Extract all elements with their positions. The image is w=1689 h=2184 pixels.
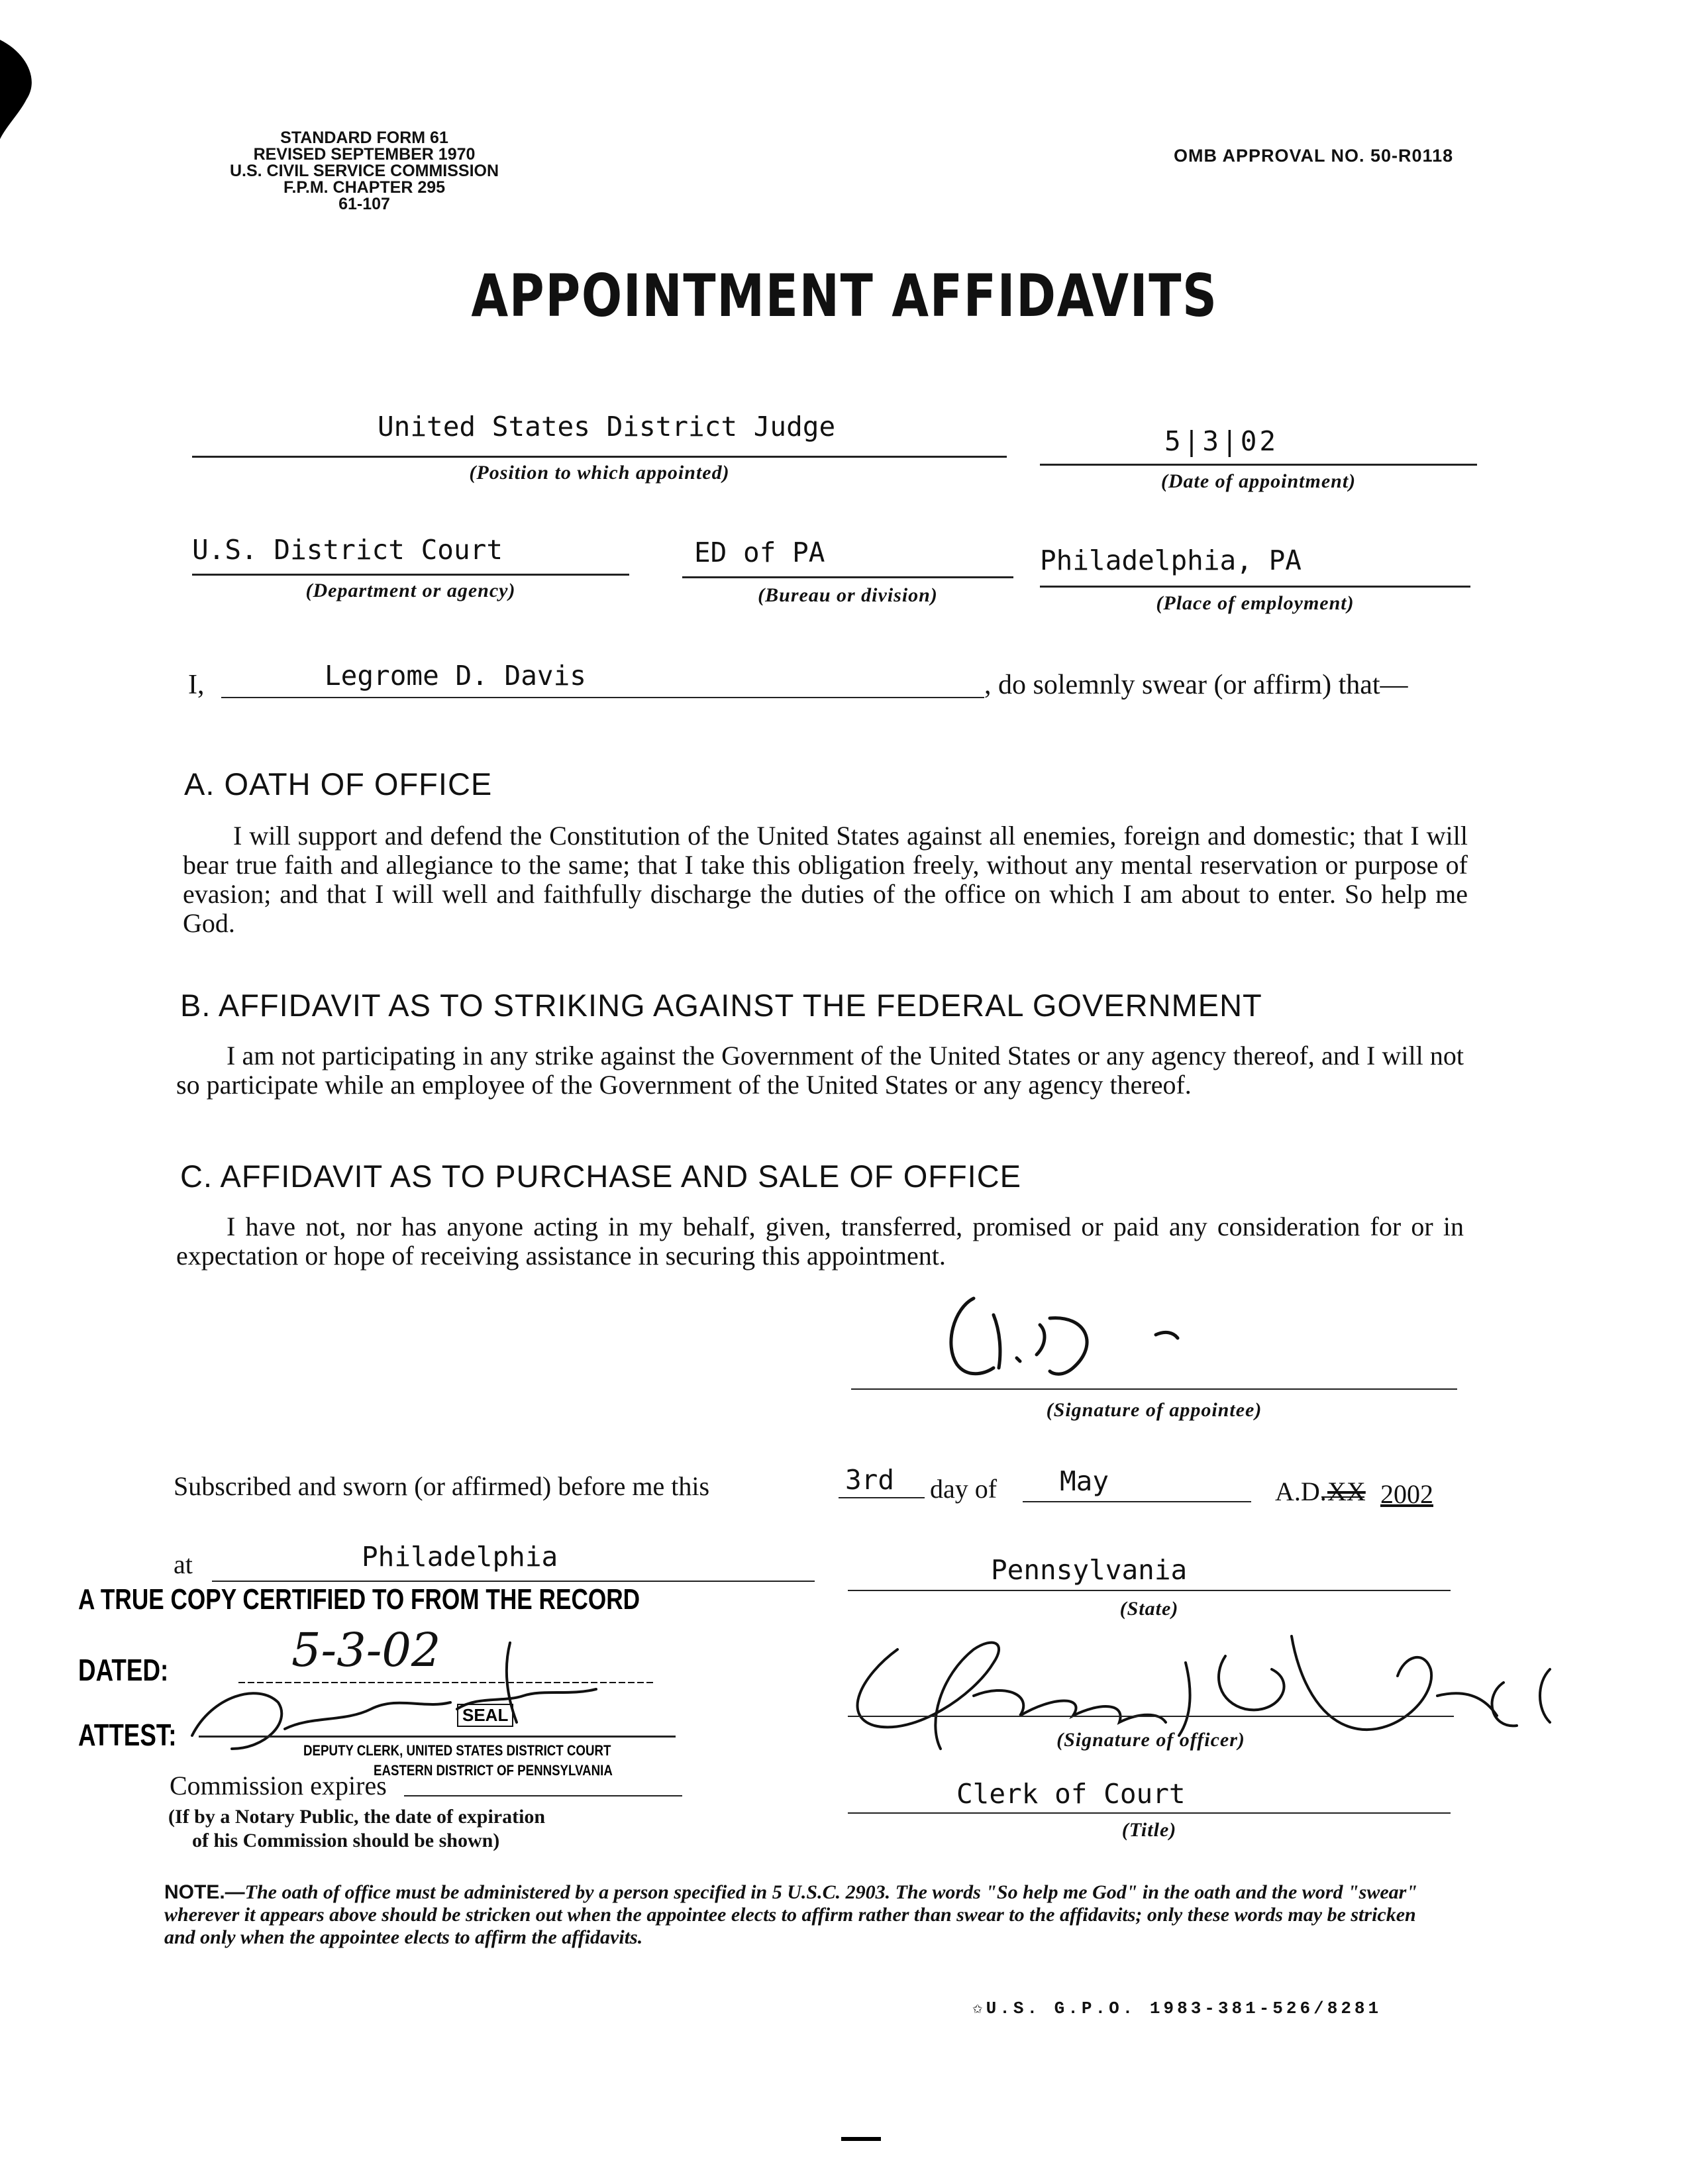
department-caption: (Department or agency)	[305, 580, 516, 601]
state-value: Pennsylvania	[991, 1554, 1188, 1586]
swear-prefix: I,	[188, 670, 205, 700]
omb-approval: OMB APPROVAL NO. 50-R0118	[1174, 146, 1454, 166]
true-copy-stamp: A TRUE COPY CERTIFIED TO FROM THE RECORD	[78, 1583, 640, 1616]
page-title: APPOINTMENT AFFIDAVITS	[471, 262, 1218, 330]
day-line	[839, 1497, 925, 1498]
month-line	[1023, 1501, 1251, 1502]
section-b-text: I am not participating in any strike against the Government of the United States or any agency thereof, and I will not so participate while an employee of the Government of the United States or any agency thereof.	[176, 1041, 1464, 1100]
appointment-date-value: 5|3|02	[1164, 425, 1279, 457]
dated-label: DATED:	[78, 1653, 169, 1687]
title-line	[848, 1812, 1451, 1814]
form-chapter: F.P.M. CHAPTER 295	[283, 178, 446, 197]
position-caption: (Position to which appointed)	[469, 462, 730, 484]
title-value: Clerk of Court	[956, 1778, 1186, 1810]
deputy-clerk-line: DEPUTY CLERK, UNITED STATES DISTRICT COURT	[303, 1742, 611, 1759]
at-city: Philadelphia	[362, 1541, 558, 1573]
gpo-imprint: ✩U.S. G.P.O. 1983-381-526/8281	[972, 1999, 1382, 2018]
form-code: 61-107	[338, 195, 390, 213]
section-a-text: I will support and defend the Constitution of the United States against all enemies, foreign and domestic; that I will bear true faith and allegiance to the same; that I take this obligation freely, without any mental reservation or purpose of evasion; and that I will well and faithfully discharge the duties of the office on which I am about to enter. So help me God.	[183, 821, 1468, 938]
form-revision: REVISED SEPTEMBER 1970	[253, 145, 476, 164]
form-agency: U.S. CIVIL SERVICE COMMISSION	[229, 162, 499, 180]
bureau-caption: (Bureau or division)	[758, 584, 938, 606]
seal-mark: SEAL	[457, 1704, 513, 1727]
commission-line	[404, 1795, 682, 1796]
subscribed-year: 2002	[1380, 1479, 1433, 1509]
subscribed-month: May	[1060, 1465, 1109, 1497]
state-caption: (State)	[1119, 1598, 1179, 1620]
form-number: STANDARD FORM 61	[280, 129, 448, 147]
commission-note-2: of his Commission should be shown)	[192, 1830, 500, 1851]
appointee-signature-caption: (Signature of appointee)	[1046, 1399, 1262, 1421]
ad-label: A.D.	[1275, 1477, 1327, 1506]
dated-value: 5-3-02	[291, 1623, 441, 1677]
eastern-district-line: EASTERN DISTRICT OF PENNSYLVANIA	[374, 1762, 613, 1779]
commission-label: Commission expires	[170, 1771, 387, 1800]
officer-signature-caption: (Signature of officer)	[1056, 1729, 1245, 1751]
position-value: United States District Judge	[378, 411, 836, 442]
appointee-signature	[951, 1298, 1178, 1374]
date-caption: (Date of appointment)	[1160, 470, 1356, 492]
bureau-value: ED of PA	[694, 537, 825, 568]
officer-signature-line	[848, 1716, 1454, 1717]
appointee-signature-line	[851, 1388, 1457, 1390]
section-b-heading: B. AFFIDAVIT AS TO STRIKING AGAINST THE FEDERAL GOVERNMENT	[180, 988, 1262, 1023]
note-text: The oath of office must be administered by a person specified in 5 U.S.C. 2903. The words "So help me God" in the oath and the word "swear" wherever it appears above should be stricken out when the appointee elects to affirm rather than swear to the affidavits; only these words may be stricken and only when the appointee elects to affirm the affidavits.	[164, 1881, 1417, 1948]
subscribed-prefix: Subscribed and sworn (or affirmed) before me this	[174, 1471, 710, 1501]
subscribed-day: 3rd	[845, 1464, 895, 1496]
day-of-label: day of	[930, 1474, 998, 1504]
at-label: at	[174, 1549, 193, 1579]
title-caption: (Title)	[1121, 1819, 1177, 1841]
attest-line	[199, 1736, 676, 1738]
city-line	[212, 1581, 815, 1582]
state-line	[848, 1590, 1451, 1591]
struck-century: XX	[1327, 1477, 1366, 1506]
place-caption: (Place of employment)	[1156, 592, 1355, 614]
swear-suffix: , do solemnly swear (or affirm) that—	[984, 670, 1408, 700]
attest-label: ATTEST:	[78, 1718, 177, 1752]
section-a-heading: A. OATH OF OFFICE	[184, 766, 493, 802]
note-block	[164, 1881, 1443, 1949]
note-label: NOTE.—	[164, 1881, 245, 1903]
section-c-text: I have not, nor has anyone acting in my behalf, given, transferred, promised or paid any consideration for or in expectation or hope of receiving assistance in securing this appointment.	[176, 1212, 1464, 1271]
commission-note-1: (If by a Notary Public, the date of expiration	[168, 1806, 546, 1828]
place-value: Philadelphia, PA	[1040, 545, 1302, 576]
appointee-name: Legrome D. Davis	[325, 660, 586, 692]
department-value: U.S. District Court	[192, 534, 503, 566]
section-c-heading: C. AFFIDAVIT AS TO PURCHASE AND SALE OF OFFICE	[180, 1159, 1022, 1194]
